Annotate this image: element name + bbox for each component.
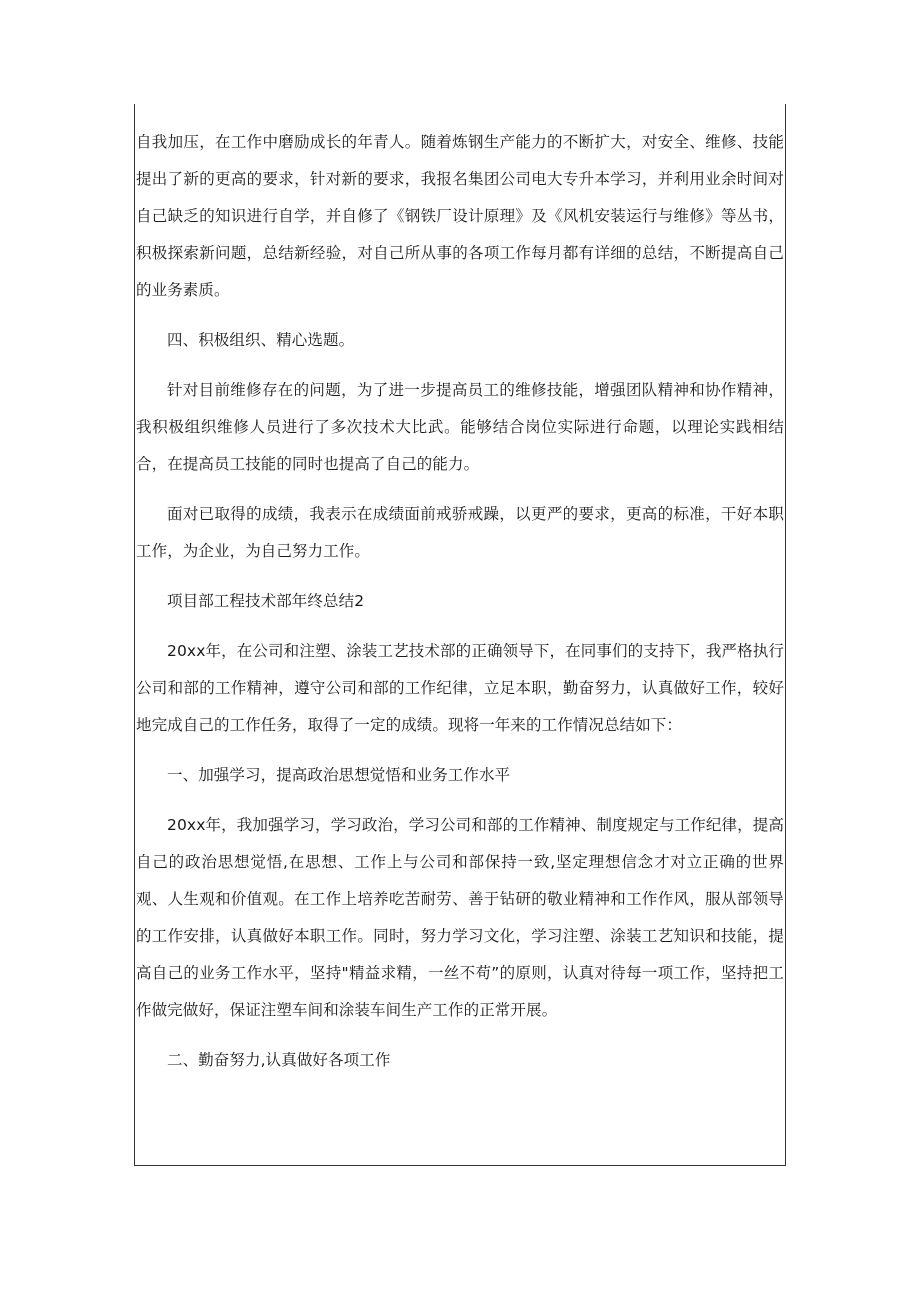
document-subtitle: 项目部工程技术部年终总结2 bbox=[167, 592, 365, 610]
paragraph-skill-competition: 针对目前维修存在的问题，为了进一步提高员工的维修技能，增强团队精神和协作精神，我积极组织维修人员进行了多次技术大比武。能够结合岗位实际进行命题，以理论实践相结合，在提高员工技能的同时也提高了自己的能力。 bbox=[136, 381, 784, 473]
paragraph-continued-self-study: 自我加压，在工作中磨励成长的年青人。随着炼钢生产能力的不断扩大，对安全、维修、技能提出了新的更高的要求，针对新的要求，我报名集团公司电大专升本学习，并利用业余时间对自己缺乏的知识进行自学，并自修了《钢铁厂设计原理》及《风机安装运行与维修》等丛书，积极探索新问题，总结新经验，对自己所从事的各项工作每月都有详细的总结，不断提高自己的业务素质。 bbox=[136, 133, 784, 299]
section-heading-one: 一、加强学习，提高政治思想觉悟和业务工作水平 bbox=[167, 766, 511, 784]
section-heading-two: 二、勤奋努力,认真做好各项工作 bbox=[167, 1051, 391, 1069]
section-heading-four: 四、积极组织、精心选题。 bbox=[167, 331, 355, 349]
paragraph-closing-remarks: 面对已取得的成绩，我表示在成绩面前戒骄戒躁，以更严的要求，更高的标准，干好本职工作，为企业，为自己努力工作。 bbox=[136, 505, 784, 560]
paragraph-study-politics: 20xx年，我加强学习，学习政治，学习公司和部的工作精神、制度规定与工作纪律，提高自己的政治思想觉悟,在思想、工作上与公司和部保持一致,坚定理想信念才对立正确的世界观、人生观和价值观。在工作上培养吃苦耐劳、善于钻研的敬业精神和工作作风，服从部领导的工作安排，认真做好本职工作。同时，努力学习文化，学习注塑、涂装工艺知识和技能，提高自己的业务工作水平，坚持"精益求精，一丝不苟”的原则，认真对待每一项工作，坚持把工作做完做好，保证注塑车间和涂装车间生产工作的正常开展。 bbox=[136, 816, 784, 1019]
document-body bbox=[136, 124, 784, 1079]
paragraph-intro-summary: 20xx年，在公司和注塑、涂装工艺技术部的正确领导下，在同事们的支持下，我严格执行公司和部的工作精神，遵守公司和部的工作纪律，立足本职，勤奋努力，认真做好工作，较好地完成自己的工作任务，取得了一定的成绩。现将一年来的工作情况总结如下： bbox=[136, 642, 784, 734]
